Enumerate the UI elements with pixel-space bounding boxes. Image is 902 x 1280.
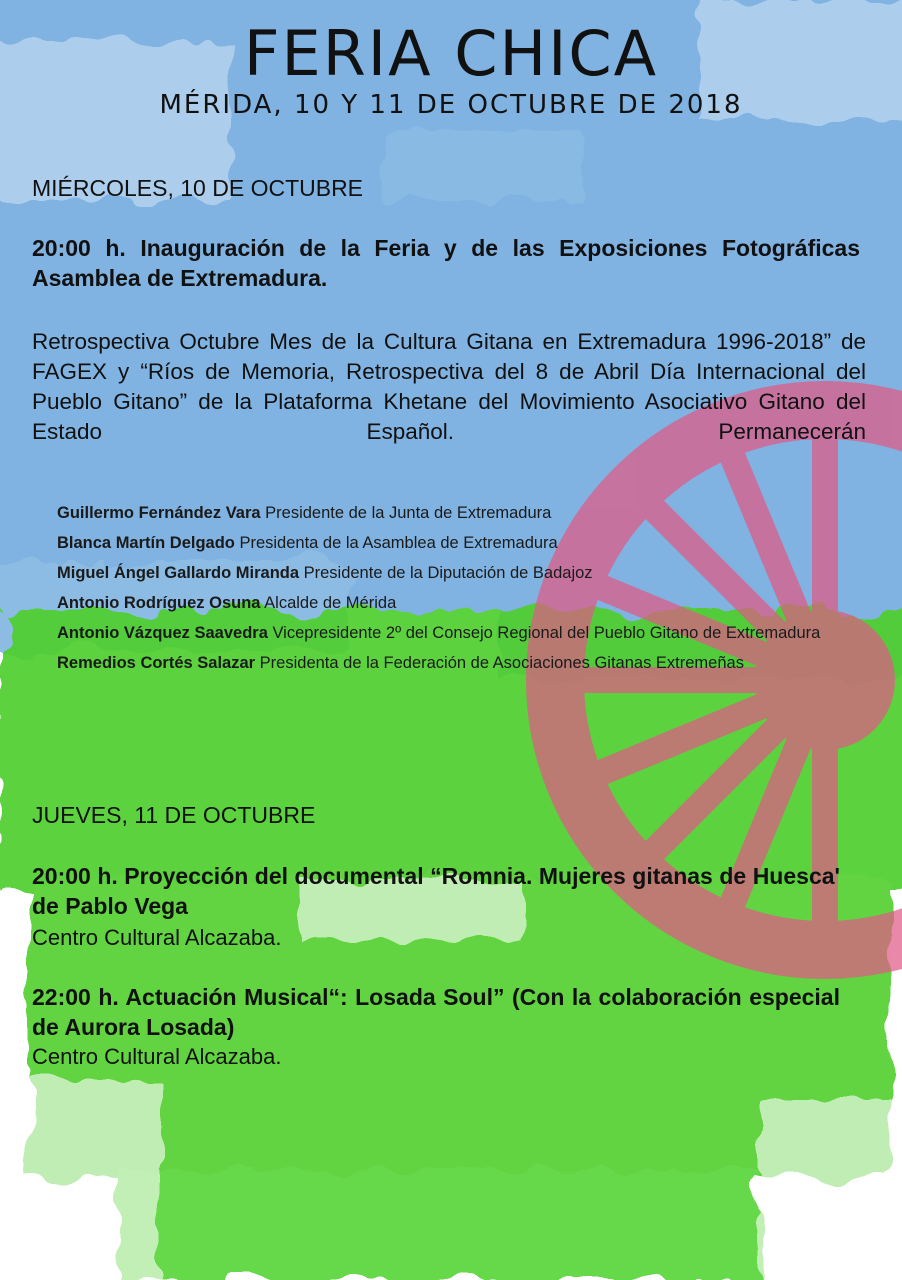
day2-event-2: 22:00 h. Actuación Musical“: Losada Soul” (Con la colaboración especial de Aurora Losada) <box>32 984 840 1040</box>
attendee-item: Antonio Vázquez Saavedra Vicepresidente 2º del Consejo Regional del Pueblo Gitano de Extremadura <box>57 624 821 642</box>
day1-heading: MIÉRCOLES, 10 DE OCTUBRE <box>32 175 364 201</box>
day1-description: Retrospectiva Octubre Mes de la Cultura Gitana en Extremadura 1996-2018” de FAGEX y “Ríos de Memoria, Retrospectiva del 8 de Abril Día Internacional del Pueblo Gitano” de la Plataforma Khetane del Movimiento Asociativo Gitano del Estado Español. Permanecerán <box>32 329 866 444</box>
poster-title: FERIA CHICA <box>243 17 659 90</box>
day2-venue-2: Centro Cultural Alcazaba. <box>32 1044 282 1069</box>
attendee-item: Guillermo Fernández Vara Presidente de la Junta de Extremadura <box>57 504 552 522</box>
attendees-list <box>57 498 845 678</box>
day1-event: 20:00 h. Inauguración de la Feria y de las Exposiciones Fotográficas Asamblea de Extremadura. <box>32 235 860 291</box>
attendee-item: Blanca Martín Delgado Presidenta de la Asamblea de Extremadura <box>57 534 558 552</box>
attendee-item: Antonio Rodríguez Osuna Alcalde de Mérida <box>57 594 397 612</box>
attendee-item: Miguel Ángel Gallardo Miranda Presidente de la Diputación de Badajoz <box>57 564 593 582</box>
poster-subtitle: MÉRIDA, 10 Y 11 DE OCTUBRE DE 2018 <box>159 90 743 120</box>
day2-venue-1: Centro Cultural Alcazaba. <box>32 925 282 950</box>
day2-event-1: 20:00 h. Proyección del documental “Romnia. Mujeres gitanas de Huesca' de Pablo Vega <box>32 863 840 919</box>
day2-heading: JUEVES, 11 DE OCTUBRE <box>32 802 316 828</box>
attendee-item: Remedios Cortés Salazar Presidenta de la Federación de Asociaciones Gitanas Extremeñas <box>57 654 744 672</box>
